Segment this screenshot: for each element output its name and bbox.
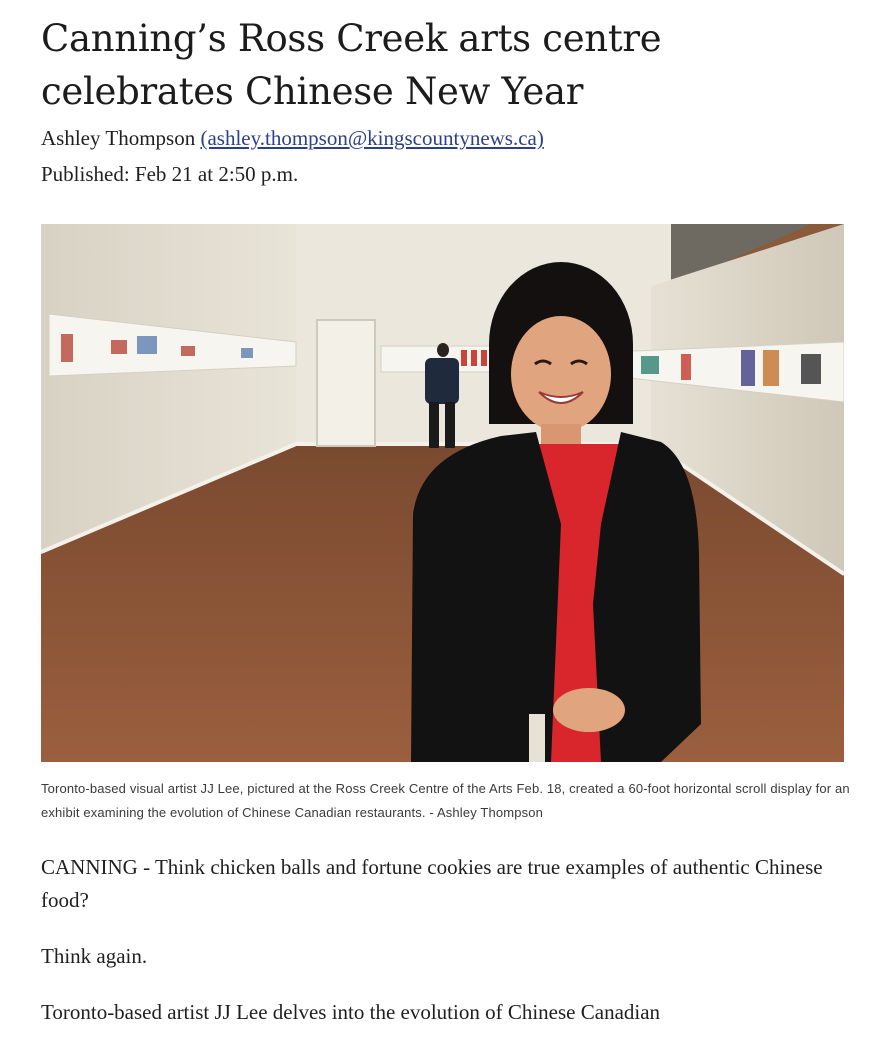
gallery-photo-illustration [41, 224, 844, 762]
body-paragraph: CANNING - Think chicken balls and fortune cookies are true examples of authentic Chinese food? [41, 855, 823, 912]
published-date: Published: Feb 21 at 2:50 p.m. [41, 162, 299, 186]
byline [41, 124, 544, 152]
author-email-link[interactable]: (ashley.thompson@kingscountynews.ca) [200, 126, 544, 150]
photo-caption: Toronto-based visual artist JJ Lee, pictured at the Ross Creek Centre of the Arts Feb. 18, created a 60-foot horizontal scroll display for an exhibit examining the evolution of Chinese Canadian restaurants. - Ashley Thompson [41, 781, 850, 820]
article-headline: Canning’s Ross Creek arts centre celebrates Chinese New Year [41, 17, 662, 113]
body-paragraph: Toronto-based artist JJ Lee delves into the evolution of Chinese Canadian [41, 1000, 661, 1024]
body-paragraph: Think again. [41, 944, 148, 968]
article-photo [41, 224, 844, 762]
author-name: Ashley Thompson [41, 126, 196, 150]
